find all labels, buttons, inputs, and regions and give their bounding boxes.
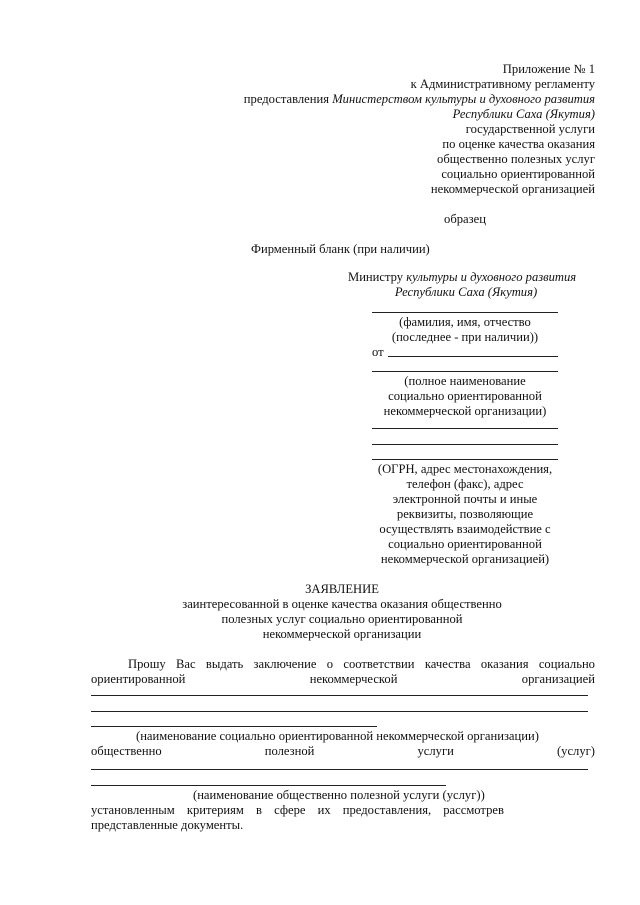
annex-line-2: к Административному регламенту <box>410 77 595 91</box>
details-hint-7: некоммерческой организацией) <box>380 552 550 566</box>
body-line-5: представленные документы. <box>91 818 244 832</box>
annex-line-4 <box>453 107 595 122</box>
body-word: качества <box>424 657 471 671</box>
addressee-republic-italic: Республики Саха (Якутия) <box>394 285 538 299</box>
fio-input-line[interactable] <box>372 312 558 313</box>
body-line-4 <box>91 803 504 818</box>
letterhead-label: Фирменный бланк (при наличии) <box>251 242 430 256</box>
body-word: Вас <box>176 657 196 671</box>
statement-subtitle-2: полезных услуг социально ориентированной <box>221 612 463 626</box>
body-word: ориентированной <box>91 672 186 686</box>
body-word: заключение <box>253 657 317 671</box>
body-word: установленным <box>91 803 175 817</box>
details-input-line-3[interactable] <box>372 459 558 460</box>
body-word: оказания <box>480 657 529 671</box>
org-hint-1: (полное наименование <box>404 374 526 388</box>
body-word: социально <box>538 657 595 671</box>
annex-line-7: общественно полезных услуг <box>437 152 595 166</box>
details-hint-1: (ОГРН, адрес местонахождения, <box>377 462 553 476</box>
addressee-line-2 <box>348 285 584 300</box>
details-input-line-1[interactable] <box>372 428 558 429</box>
from-input-line-2[interactable] <box>372 371 558 372</box>
service-input-line-2[interactable] <box>91 785 446 786</box>
body-word: общественно <box>91 744 162 758</box>
org-name-input-line-1[interactable] <box>91 695 588 696</box>
org-name-hint: (наименование социально ориентированной некоммерческой организации) <box>136 729 539 743</box>
addressee-prefix: Министру <box>348 270 407 284</box>
sample-label: образец <box>444 212 486 226</box>
body-word: рассмотрев <box>443 803 504 817</box>
body-word: полезной <box>264 744 315 758</box>
body-word: организацией <box>521 672 595 686</box>
fio-hint-2: (последнее - при наличии)) <box>391 330 539 344</box>
annex-republic-italic: Республики Саха (Якутия) <box>452 107 595 121</box>
body-word: о <box>326 657 334 671</box>
body-word: Прошу <box>128 657 166 671</box>
annex-line-6: по оценке качества оказания <box>442 137 595 151</box>
service-hint: (наименование общественно полезной услуги (услуг)) <box>193 788 485 802</box>
body-word: предоставления, <box>342 803 432 817</box>
details-hint-5: осуществлять взаимодействие с <box>379 522 551 536</box>
org-hint-2: социально ориентированной <box>388 389 542 403</box>
statement-subtitle-1: заинтересованной в оценке качества оказания общественно <box>182 597 502 611</box>
body-word: услуги <box>417 744 454 758</box>
addressee-ministry-italic: культуры и духовного развития <box>406 270 577 284</box>
annex-line-3 <box>244 92 595 107</box>
details-hint-6: социально ориентированной <box>388 537 542 551</box>
statement-title: ЗАЯВЛЕНИЕ <box>305 582 379 596</box>
from-label: от <box>372 345 384 359</box>
body-word: их <box>317 803 331 817</box>
body-line-1 <box>128 657 595 672</box>
body-word: сфере <box>274 803 306 817</box>
annex-ministry-italic: Министерством культуры и духовного развития <box>332 92 595 106</box>
org-name-input-line-3[interactable] <box>91 726 377 727</box>
body-word: (услуг) <box>556 744 595 758</box>
fio-hint-1: (фамилия, имя, отчество <box>399 315 531 329</box>
annex-line-3-prefix: предоставления <box>243 92 333 106</box>
body-line-2 <box>91 672 595 687</box>
details-hint-2: телефон (факс), адрес <box>406 477 524 491</box>
annex-line-9: некоммерческой организацией <box>430 182 595 196</box>
statement-subtitle-3: некоммерческой организации <box>262 627 422 641</box>
body-word: в <box>256 803 262 817</box>
annex-line-1: Приложение № 1 <box>502 62 595 76</box>
from-input-line[interactable] <box>388 356 558 357</box>
service-input-line-1[interactable] <box>91 769 588 770</box>
body-line-3 <box>91 744 595 759</box>
org-name-input-line-2[interactable] <box>91 711 588 712</box>
annex-line-5: государственной услуги <box>465 122 595 136</box>
org-hint-3: некоммерческой организации) <box>383 404 547 418</box>
details-hint-3: электронной почты и иные <box>392 492 538 506</box>
details-hint-4: реквизиты, позволяющие <box>396 507 534 521</box>
annex-line-8: социально ориентированной <box>441 167 595 181</box>
body-word: некоммерческой <box>309 672 398 686</box>
body-word: соответствии <box>343 657 415 671</box>
addressee-line-1 <box>348 270 576 285</box>
body-word: выдать <box>205 657 244 671</box>
details-input-line-2[interactable] <box>372 444 558 445</box>
body-word: критериям <box>186 803 244 817</box>
